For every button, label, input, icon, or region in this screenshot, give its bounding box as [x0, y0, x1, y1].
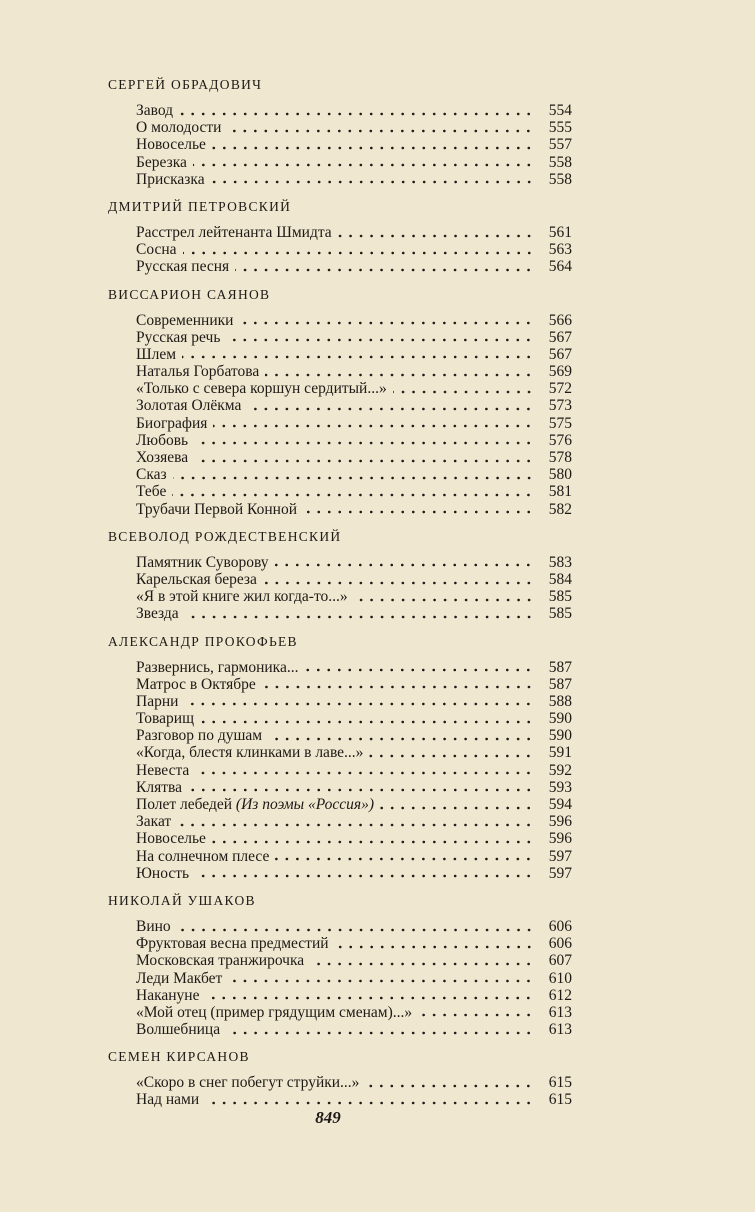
- entry-title: Шлем: [136, 345, 177, 363]
- dot-leader: [226, 1031, 534, 1035]
- entry-title: Трубачи Первой Конной: [136, 500, 297, 518]
- dot-leader: [193, 163, 534, 167]
- toc-entry: [108, 363, 572, 380]
- entry-page: 588: [548, 692, 572, 710]
- toc-entry: [108, 102, 572, 119]
- toc-entry: [108, 171, 572, 188]
- entry-page: 558: [548, 170, 572, 188]
- toc-entry: [108, 554, 572, 571]
- toc-entry: [108, 1021, 572, 1038]
- entry-title: Парни: [136, 692, 179, 710]
- entry-title: Клятва: [136, 778, 182, 796]
- toc-entry: [108, 676, 572, 693]
- entry-title: Любовь: [136, 431, 189, 449]
- entry-title: Фруктовая весна предместий: [136, 935, 329, 953]
- entry-page: 563: [548, 241, 572, 259]
- author-section: [108, 286, 572, 518]
- entry-page: 612: [548, 986, 572, 1004]
- entry-page: 585: [548, 588, 572, 606]
- dot-leader: [172, 493, 534, 497]
- toc-entry: [108, 258, 572, 275]
- dot-leader: [177, 823, 534, 827]
- entry-page: 569: [548, 363, 572, 381]
- entry-page: 581: [548, 483, 572, 501]
- table-of-contents: [108, 76, 572, 1109]
- entry-page: 606: [548, 935, 572, 953]
- toc-entry: [108, 830, 572, 847]
- entry-title: Волшебница: [136, 1021, 221, 1039]
- toc-entry: [108, 865, 572, 882]
- entry-page: 576: [548, 431, 572, 449]
- entry-title: Новоселье: [136, 830, 206, 848]
- toc-entry: [108, 483, 572, 500]
- entry-page: 583: [548, 553, 572, 571]
- dot-leader: [188, 788, 534, 792]
- entry-page: 555: [548, 119, 572, 137]
- entry-page: 597: [548, 864, 572, 882]
- entry-title: Звезда: [136, 605, 179, 623]
- toc-entry: [108, 449, 572, 466]
- dot-leader: [303, 510, 534, 514]
- entry-page: 567: [548, 345, 572, 363]
- author-section: [108, 633, 572, 882]
- dot-leader: [226, 338, 534, 342]
- dot-leader: [212, 840, 534, 844]
- toc-entry: [108, 710, 572, 727]
- toc-entry: [108, 329, 572, 346]
- entry-page: 590: [548, 727, 572, 745]
- entry-title: «Я в этой книге жил когда-то...»: [136, 588, 348, 606]
- toc-entry: [108, 501, 572, 518]
- toc-entry: [108, 312, 572, 329]
- dot-leader: [228, 979, 534, 983]
- entry-page: 580: [548, 466, 572, 484]
- entry-title: Матрос в Октябре: [136, 675, 256, 693]
- author-section: [108, 528, 572, 623]
- entry-title: Золотая Олёкма: [136, 397, 242, 415]
- entry-title: Расстрел лейтенанта Шмидта: [136, 223, 332, 241]
- toc-entry: [108, 762, 572, 779]
- entry-page: 587: [548, 658, 572, 676]
- entry-page: 615: [548, 1091, 572, 1109]
- entry-title: Невеста: [136, 761, 190, 779]
- entry-title: Разговор по душам: [136, 727, 263, 745]
- entry-title: Карельская береза: [136, 570, 257, 588]
- toc-entry: [108, 224, 572, 241]
- entry-title: Накануне: [136, 986, 200, 1004]
- entry-page: 613: [548, 1021, 572, 1039]
- toc-entry: [108, 432, 572, 449]
- dot-leader: [365, 1084, 534, 1088]
- entry-title: Полет лебедей: [136, 796, 233, 813]
- entry-title: Присказка: [136, 170, 205, 188]
- entry-title: Новоселье: [136, 136, 206, 154]
- author-section: [108, 892, 572, 1038]
- dot-leader: [173, 476, 534, 480]
- dot-leader: [268, 737, 534, 741]
- entry-title: Юность: [136, 864, 190, 882]
- dot-leader: [200, 720, 534, 724]
- entry-page: 557: [548, 136, 572, 154]
- entry-title: Развернись, гармоника...: [136, 658, 299, 676]
- dot-leader: [275, 857, 534, 861]
- dot-leader: [194, 441, 534, 445]
- author-heading: ВСЕВОЛОД РОЖДЕСТВЕНСКИЙ: [108, 528, 342, 544]
- entry-title: Завод: [136, 102, 174, 119]
- dot-leader: [185, 615, 534, 619]
- dot-leader: [393, 390, 534, 394]
- author-heading: ВИССАРИОН САЯНОВ: [108, 286, 271, 302]
- entry-title: Над нами: [136, 1091, 200, 1109]
- entry-page: 587: [548, 675, 572, 693]
- dot-leader: [380, 806, 534, 810]
- entry-page: 591: [548, 744, 572, 762]
- dot-leader: [263, 581, 534, 585]
- dot-leader: [212, 146, 534, 150]
- toc-entry: [108, 588, 572, 605]
- toc-entry: [108, 154, 572, 171]
- toc-entry: [108, 119, 572, 136]
- dot-leader: [369, 754, 534, 758]
- dot-leader: [205, 996, 534, 1000]
- entry-page: 575: [548, 414, 572, 432]
- dot-leader: [194, 459, 534, 463]
- toc-entry: [108, 415, 572, 432]
- toc-entry: [108, 1004, 572, 1021]
- entry-page: 597: [548, 847, 572, 865]
- toc-entry: [108, 380, 572, 397]
- dot-leader: [274, 563, 534, 567]
- dot-leader: [247, 407, 534, 411]
- entry-page: 596: [548, 813, 572, 831]
- entry-page: 606: [548, 917, 572, 935]
- author-heading: СЕРГЕЙ ОБРАДОВИЧ: [108, 77, 263, 92]
- entry-title: Современники: [136, 311, 234, 329]
- dot-leader: [211, 180, 534, 184]
- dot-leader: [184, 702, 534, 706]
- toc-entry: [108, 1074, 572, 1091]
- entry-title: О молодости: [136, 119, 222, 137]
- entry-page: 585: [548, 605, 572, 623]
- entry-title: «Мой отец (пример грядущим сменам)...»: [136, 1003, 413, 1021]
- entry-page: 558: [548, 153, 572, 171]
- entry-page: 582: [548, 500, 572, 518]
- toc-entry: [108, 796, 572, 813]
- toc-entry: [108, 935, 572, 952]
- author-section: [108, 1048, 572, 1108]
- dot-leader: [213, 424, 534, 428]
- entry-page: 593: [548, 778, 572, 796]
- toc-entry: [108, 659, 572, 676]
- dot-leader: [304, 668, 534, 672]
- entry-page: 613: [548, 1003, 572, 1021]
- entry-page: 592: [548, 761, 572, 779]
- dot-leader: [182, 355, 534, 359]
- entry-title: Вино: [136, 917, 171, 935]
- author-heading: ДМИТРИЙ ПЕТРОВСКИЙ: [108, 198, 292, 214]
- toc-entry: [108, 571, 572, 588]
- dot-leader: [205, 1101, 534, 1105]
- toc-entry: [108, 397, 572, 414]
- entry-title: На солнечном плесе: [136, 847, 270, 865]
- toc-entry: [108, 918, 572, 935]
- entry-title: Русская речь: [136, 328, 221, 346]
- dot-leader: [262, 685, 534, 689]
- toc-entry: [108, 241, 572, 258]
- entry-title: Сказ: [136, 466, 167, 484]
- entry-title: Березка: [136, 153, 187, 171]
- toc-entry: [108, 605, 572, 622]
- dot-leader: [265, 373, 534, 377]
- toc-entry: [108, 136, 572, 153]
- entry-page: 572: [548, 380, 572, 398]
- entry-title: «Когда, блестя клинками в лаве...»: [136, 744, 364, 762]
- entry-title: Наталья Горбатова: [136, 363, 260, 381]
- dot-leader: [239, 321, 534, 325]
- toc-entry: [108, 970, 572, 987]
- entry-title: «Скоро в снег побегут струйки...»: [136, 1074, 360, 1092]
- entry-page: 610: [548, 969, 572, 987]
- entry-page: 584: [548, 570, 572, 588]
- dot-leader: [177, 928, 534, 932]
- toc-entry: [108, 744, 572, 761]
- entry-page: 594: [548, 796, 572, 813]
- entry-title: Биография: [136, 414, 208, 432]
- entry-title: Товарищ: [136, 710, 195, 728]
- entry-title: Хозяева: [136, 449, 189, 466]
- entry-page: 567: [548, 328, 572, 346]
- toc-entry: [108, 779, 572, 796]
- dot-leader: [227, 129, 534, 133]
- entry-title: «Только с севера коршун сердитый...»: [136, 380, 387, 398]
- entry-title: Московская транжирочка: [136, 952, 305, 970]
- entry-page: 607: [548, 952, 572, 970]
- dot-leader: [310, 962, 534, 966]
- entry-title: Сосна: [136, 241, 177, 259]
- dot-leader: [354, 598, 534, 602]
- entry-title: Леди Макбет: [136, 969, 223, 987]
- toc-entry: [108, 346, 572, 363]
- toc-entry: [108, 1091, 572, 1108]
- dot-leader: [235, 268, 534, 272]
- entry-page: 564: [548, 258, 572, 276]
- toc-entry: [108, 987, 572, 1004]
- entry-title: Русская песня: [136, 258, 230, 276]
- author-section: [108, 76, 572, 188]
- entry-title: Тебе: [136, 483, 167, 501]
- entry-title: Закат: [136, 813, 172, 831]
- dot-leader: [418, 1013, 534, 1017]
- entry-page: 590: [548, 710, 572, 728]
- entry-page: 596: [548, 830, 572, 848]
- entry-page: 566: [548, 311, 572, 329]
- entry-page: 573: [548, 397, 572, 415]
- author-section: [108, 198, 572, 276]
- toc-entry: [108, 813, 572, 830]
- dot-leader: [179, 112, 534, 116]
- author-heading: АЛЕКСАНДР ПРОКОФЬЕВ: [108, 633, 298, 649]
- toc-entry: [108, 848, 572, 865]
- entry-page: 561: [548, 223, 572, 241]
- dot-leader: [335, 945, 534, 949]
- author-heading: НИКОЛАЙ УШАКОВ: [108, 892, 256, 908]
- toc-entry: [108, 952, 572, 969]
- entry-page: 578: [548, 449, 572, 466]
- dot-leader: [338, 234, 534, 238]
- dot-leader: [195, 771, 534, 775]
- dot-leader: [195, 874, 534, 878]
- toc-entry: [108, 693, 572, 710]
- entry-title: Памятник Суворову: [136, 553, 269, 571]
- entry-page: 554: [548, 102, 572, 119]
- entry-page: 615: [548, 1074, 572, 1092]
- entry-note: (Из поэмы «Россия»): [235, 796, 375, 813]
- toc-entry: [108, 727, 572, 744]
- page-number: 849: [315, 1108, 341, 1127]
- author-heading: СЕМЕН КИРСАНОВ: [108, 1049, 250, 1065]
- toc-entry: [108, 466, 572, 483]
- dot-leader: [183, 251, 534, 255]
